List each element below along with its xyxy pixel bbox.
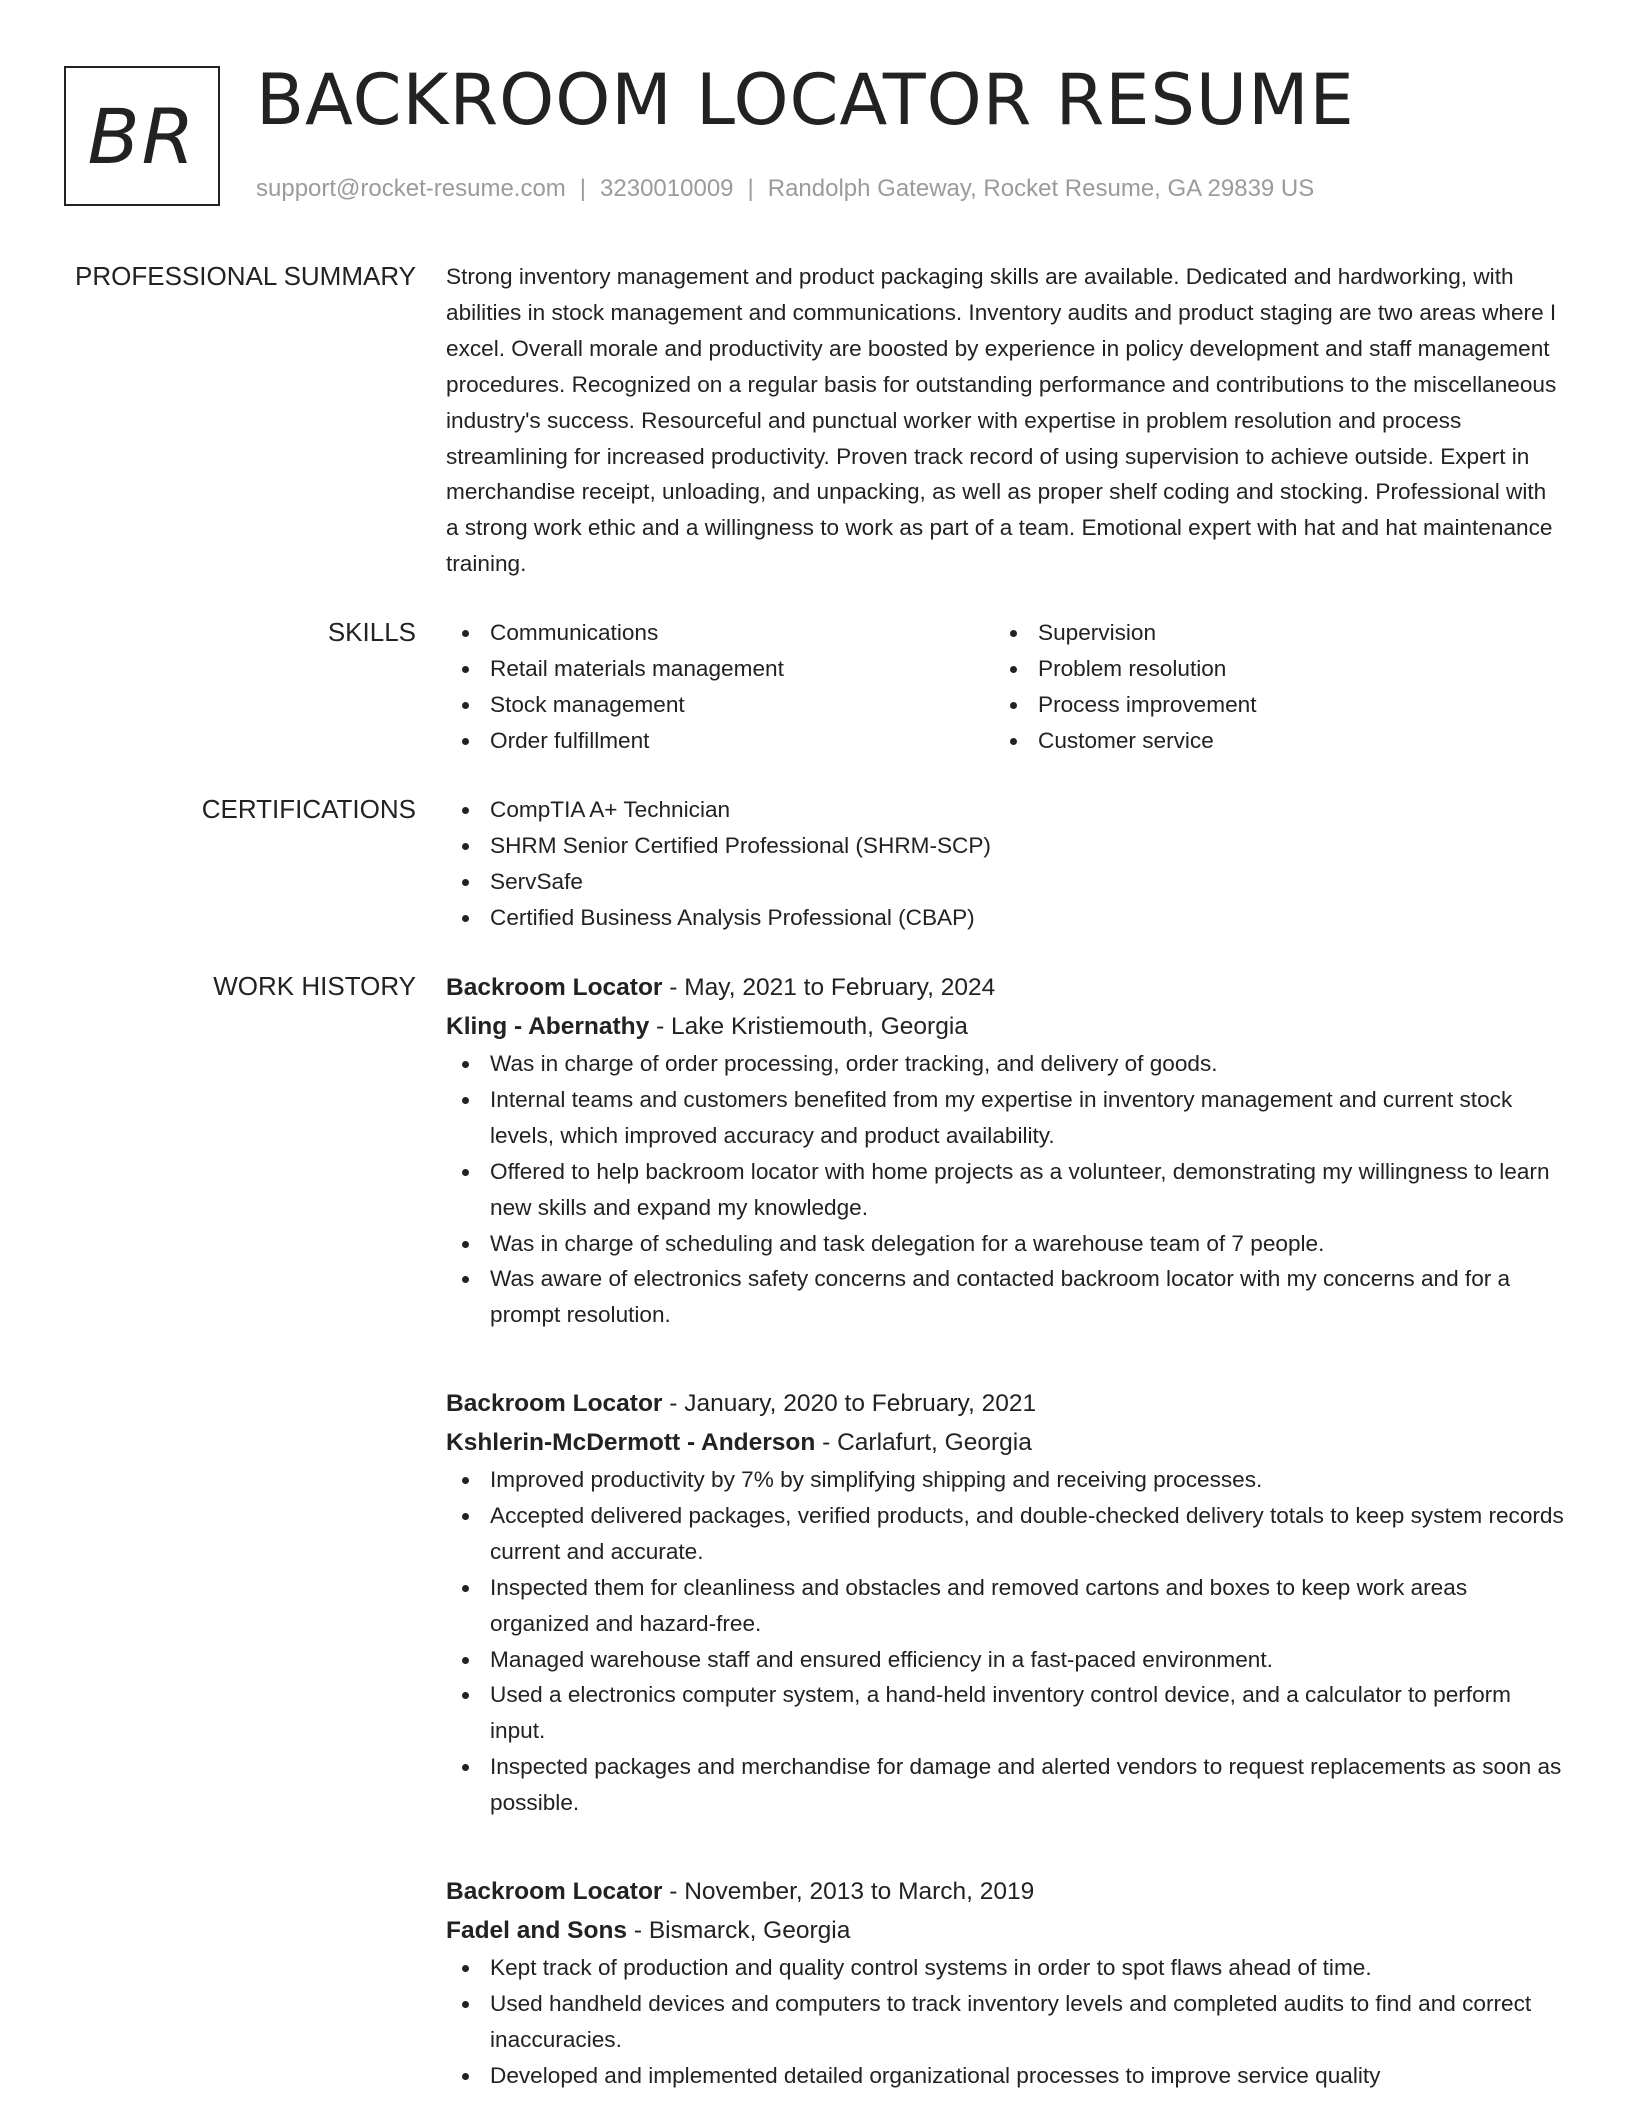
contact-email: support@rocket-resume.com	[256, 175, 566, 202]
section-heading-work-history: WORK HISTORY	[213, 971, 416, 1001]
job-title: Backroom Locator	[446, 1390, 663, 1417]
job-bullet: Managed warehouse staff and ensured efficiency in a fast-paced environment.	[446, 1642, 1564, 1678]
job-location: - Carlafurt, Georgia	[815, 1429, 1032, 1456]
section-heading-certifications: CERTIFICATIONS	[201, 794, 416, 824]
job-company: Kling - Abernathy	[446, 1013, 650, 1040]
skill-item: Stock management	[446, 687, 994, 723]
job-bullet: Inspected packages and merchandise for damage and alerted vendors to request replacements as soon as possible.	[446, 1749, 1564, 1821]
skills-list-left	[446, 615, 994, 759]
skill-item: Supervision	[994, 615, 1542, 651]
job-bullet: Was in charge of order processing, order tracking, and delivery of goods.	[446, 1046, 1564, 1082]
job-location: - Bismarck, Georgia	[627, 1917, 851, 1944]
job-title-line	[446, 1872, 1564, 1911]
job-company: Kshlerin-McDermott - Anderson	[446, 1429, 816, 1456]
resume-title: BACKROOM LOCATOR RESUME	[256, 59, 1355, 141]
job-bullet: Kept track of production and quality control systems in order to spot flaws ahead of time.	[446, 1950, 1564, 1986]
contact-line	[256, 172, 1314, 206]
job-title: Backroom Locator	[446, 974, 663, 1001]
contact-separator: |	[579, 175, 587, 202]
job-bullet: Developed and implemented detailed organizational processes to improve service quality	[446, 2058, 1564, 2094]
skills-list-right	[994, 615, 1542, 759]
certifications-list	[446, 792, 1564, 936]
job-title-line	[446, 1384, 1564, 1423]
section-heading-summary: PROFESSIONAL SUMMARY	[75, 261, 416, 291]
job-title: Backroom Locator	[446, 1878, 663, 1905]
job-bullets	[446, 1950, 1564, 2094]
job-company: Fadel and Sons	[446, 1917, 628, 1944]
skill-item: Retail materials management	[446, 651, 994, 687]
skills-columns	[446, 615, 1564, 759]
monogram-initials: BR	[87, 91, 197, 181]
job-bullets	[446, 1046, 1564, 1333]
skill-item: Customer service	[994, 723, 1542, 759]
job-company-line	[446, 1007, 1564, 1046]
certification-item: Certified Business Analysis Professional (CBAP)	[446, 900, 1564, 936]
contact-phone: 3230010009	[600, 175, 734, 202]
certification-item: ServSafe	[446, 864, 1564, 900]
job-entry	[446, 1384, 1564, 1821]
skill-item: Process improvement	[994, 687, 1542, 723]
job-company-line	[446, 1423, 1564, 1462]
job-entry	[446, 968, 1564, 1333]
job-bullet: Inspected them for cleanliness and obstacles and removed cartons and boxes to keep work areas organized and hazard-free.	[446, 1570, 1564, 1642]
job-location: - Lake Kristiemouth, Georgia	[649, 1013, 968, 1040]
skill-item: Order fulfillment	[446, 723, 994, 759]
job-dates: - May, 2021 to February, 2024	[662, 974, 996, 1001]
job-bullet: Was aware of electronics safety concerns and contacted backroom locator with my concerns and for a prompt resolution.	[446, 1261, 1564, 1333]
job-bullet: Improved productivity by 7% by simplifying shipping and receiving processes.	[446, 1462, 1564, 1498]
job-dates: - November, 2013 to March, 2019	[662, 1878, 1035, 1905]
certification-item: SHRM Senior Certified Professional (SHRM-SCP)	[446, 828, 1564, 864]
job-bullet: Used a electronics computer system, a hand-held inventory control device, and a calculator to perform input.	[446, 1677, 1564, 1749]
job-bullets	[446, 1462, 1564, 1821]
job-company-line	[446, 1911, 1564, 1950]
job-dates: - January, 2020 to February, 2021	[662, 1390, 1037, 1417]
skill-item: Problem resolution	[994, 651, 1542, 687]
summary-text: Strong inventory management and product packaging skills are available. Dedicated and hardworking, with abilities in stock management and communications. Inventory audits and product staging are two areas where I excel. Overall morale and productivity are boosted by experience in policy development and staff management procedures. Recognized on a regular basis for outstanding performance and contributions to the miscellaneous industry's success. Resourceful and punctual worker with expertise in problem resolution and process streamlining for increased productivity. Proven track record of using supervision to achieve outside. Expert in merchandise receipt, unloading, and unpacking, as well as proper shelf coding and stocking. Professional with a strong work ethic and a willingness to work as part of a team. Emotional expert with hat and hat maintenance training.	[446, 264, 1557, 577]
job-bullet: Was in charge of scheduling and task delegation for a warehouse team of 7 people.	[446, 1226, 1564, 1262]
monogram-logo	[64, 66, 220, 206]
job-bullet: Internal teams and customers benefited from my expertise in inventory management and current stock levels, which improved accuracy and product availability.	[446, 1082, 1564, 1154]
job-title-line	[446, 968, 1564, 1007]
contact-separator: |	[747, 175, 754, 202]
section-heading-skills: SKILLS	[327, 617, 416, 647]
job-bullet: Accepted delivered packages, verified products, and double-checked delivery totals to keep system records current and accurate.	[446, 1498, 1564, 1570]
job-bullet: Offered to help backroom locator with home projects as a volunteer, demonstrating my willingness to learn new skills and expand my knowledge.	[446, 1154, 1564, 1226]
job-entry	[446, 1872, 1564, 2094]
skill-item: Communications	[446, 615, 994, 651]
contact-address: Randolph Gateway, Rocket Resume, GA 29839 US	[767, 175, 1315, 202]
certification-item: CompTIA A+ Technician	[446, 792, 1564, 828]
job-bullet: Used handheld devices and computers to track inventory levels and completed audits to find and correct inaccuracies.	[446, 1986, 1564, 2058]
